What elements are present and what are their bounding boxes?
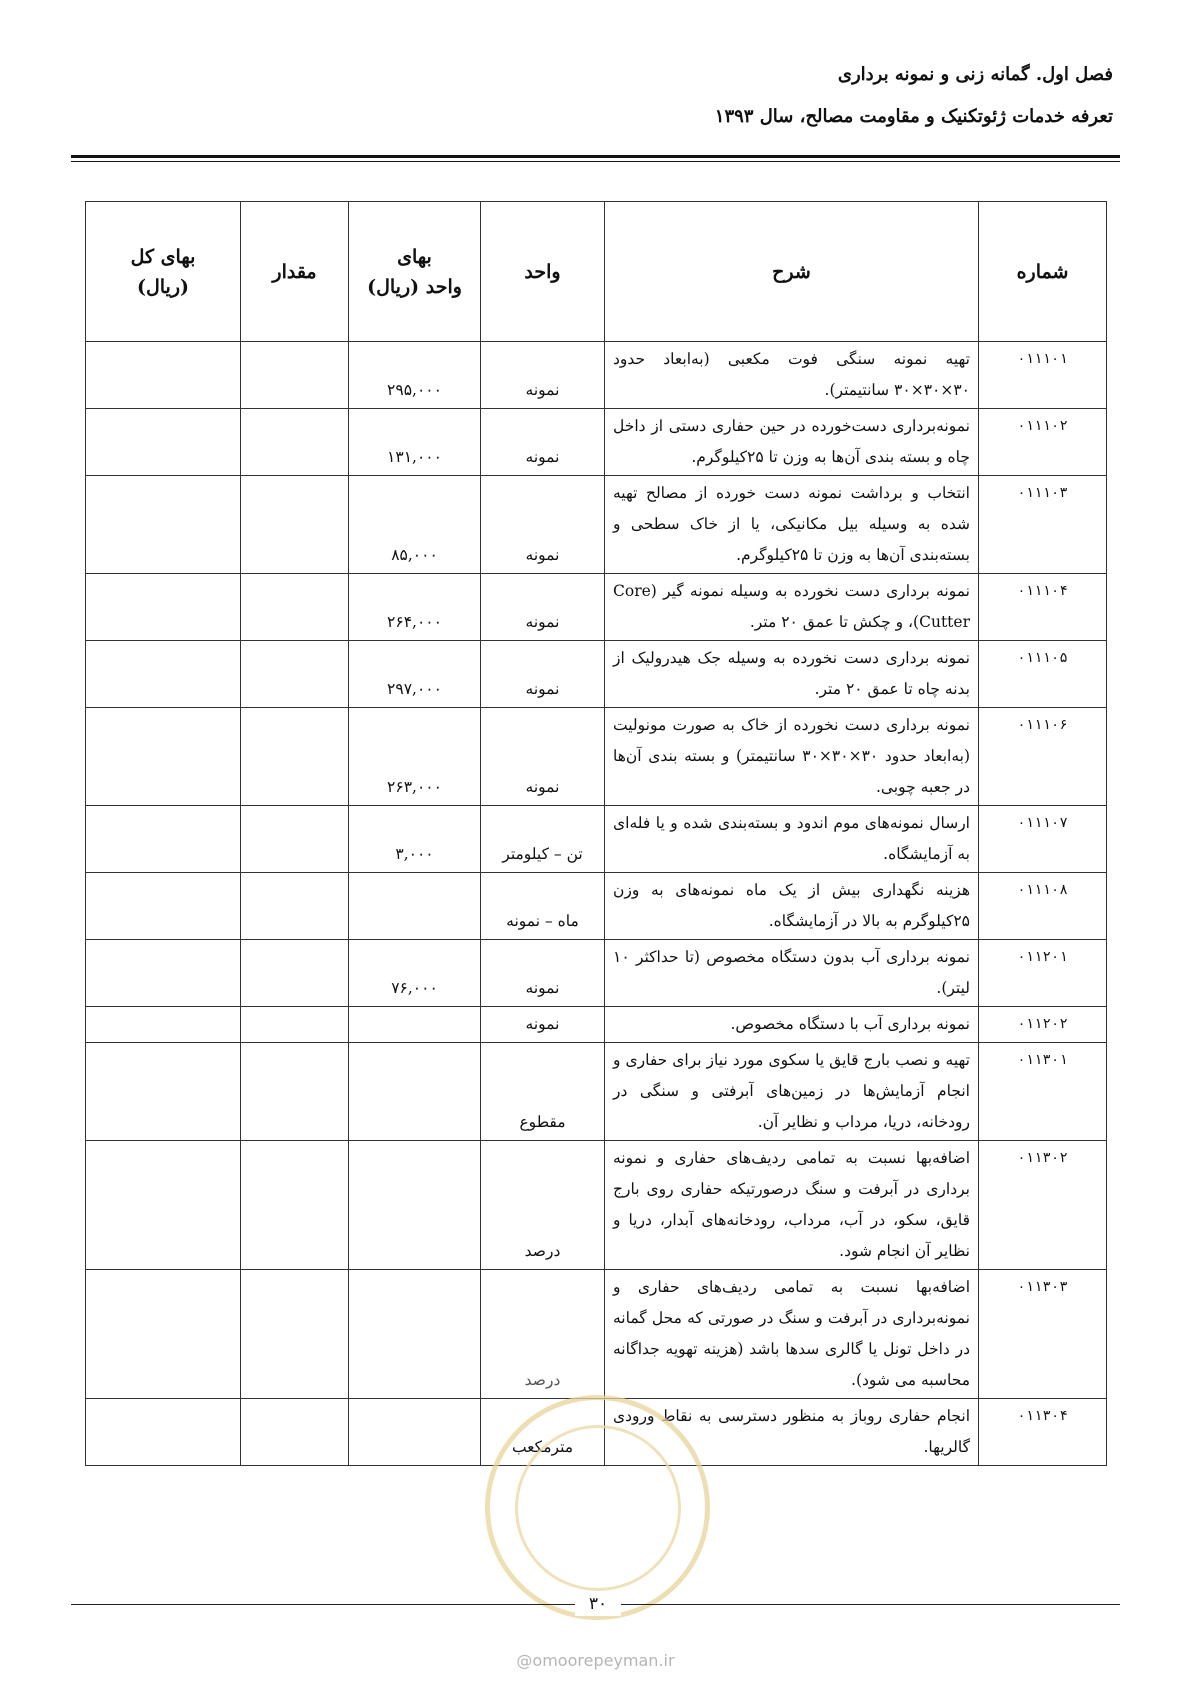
row-quantity: [241, 409, 349, 476]
watermark-seal-icon: [485, 1395, 710, 1620]
row-unit: مترمکعب: [481, 1399, 605, 1466]
row-unit-price: [349, 873, 481, 940]
row-unit: نمونه: [481, 409, 605, 476]
row-quantity: [241, 940, 349, 1007]
row-description: تهیه و نصب بارج قایق یا سکوی مورد نیاز برای حفاری و انجام آزمایش‌ها در زمین‌های آبرفتی و سنگی در رودخانه، دریا، مرداب و نظایر آن.: [605, 1043, 979, 1141]
row-description: اضافه‌بها نسبت به تمامی ردیف‌های حفاری و نمونه برداری در آبرفت و سنگ درصورتیکه حفاری روی بارج قایق، سکو، در آب، مرداب، رودخانه‌های آبدار، دریا و نظایر آن انجام شود.: [605, 1141, 979, 1270]
row-code: ۰۱۱۳۰۱: [979, 1043, 1107, 1141]
row-unit-price: [349, 1141, 481, 1270]
row-unit: نمونه: [481, 641, 605, 708]
header-unit: واحد: [481, 202, 605, 342]
row-quantity: [241, 342, 349, 409]
table-row: [86, 873, 1107, 940]
row-total: [86, 342, 241, 409]
row-code: ۰۱۱۳۰۲: [979, 1141, 1107, 1270]
row-code: ۰۱۱۳۰۴: [979, 1399, 1107, 1466]
row-description: اضافه‌بها نسبت به تمامی ردیف‌های حفاری و نمونه‌برداری در آبرفت و سنگ در صورتی که محل گمانه در داخل تونل یا گالری سدها باشد (هزینه تهویه جداگانه محاسبه می شود).: [605, 1270, 979, 1399]
document-title: تعرفه خدمات ژئوتکنیک و مقاومت مصالح، سال ۱۳۹۳: [714, 106, 1113, 127]
table-row: [86, 1141, 1107, 1270]
row-unit-price: ۲۹۷,۰۰۰: [349, 641, 481, 708]
row-unit-price: [349, 1270, 481, 1399]
row-quantity: [241, 1043, 349, 1141]
row-unit-price: ۲۶۴,۰۰۰: [349, 574, 481, 641]
row-code: ۰۱۱۳۰۳: [979, 1270, 1107, 1399]
row-unit: نمونه: [481, 342, 605, 409]
row-total: [86, 940, 241, 1007]
row-unit-price: [349, 1399, 481, 1466]
row-description: انتخاب و برداشت نمونه دست خورده از مصالح تهیه شده به وسیله بیل مکانیکی، یا از خاک سطحی و بسته‌بندی آن‌ها به وزن تا ۲۵کیلوگرم.: [605, 476, 979, 574]
row-quantity: [241, 1007, 349, 1043]
row-total: [86, 1043, 241, 1141]
row-description: نمونه برداری دست نخورده از خاک به صورت مونولیت (به‌ابعاد حدود ۳۰×۳۰×۳۰ سانتیمتر) و بسته بندی آن‌ها در جعبه چوبی.: [605, 708, 979, 806]
row-total: [86, 1007, 241, 1043]
row-code: ۰۱۱۱۰۷: [979, 806, 1107, 873]
row-unit-price: ۸۵,۰۰۰: [349, 476, 481, 574]
row-description: انجام حفاری روباز به منظور دسترسی به نقاط ورودی گالریها.: [605, 1399, 979, 1466]
row-code: ۰۱۱۱۰۵: [979, 641, 1107, 708]
table-header-row: [86, 202, 1107, 342]
row-unit: تن – کیلومتر: [481, 806, 605, 873]
row-unit: درصد: [481, 1141, 605, 1270]
table-row: [86, 409, 1107, 476]
row-total: [86, 1399, 241, 1466]
header-unit-price-line1: بهای: [397, 245, 432, 268]
row-total: [86, 873, 241, 940]
row-description: نمونه‌برداری دست‌خورده در حین حفاری دستی از داخل چاه و بسته بندی آن‌ها به وزن تا ۲۵کیلوگرم.: [605, 409, 979, 476]
row-description: تهیه نمونه سنگی فوت مکعبی (به‌ابعاد حدود ۳۰×۳۰×۳۰ سانتیمتر).: [605, 342, 979, 409]
row-total: [86, 1141, 241, 1270]
table-row: [86, 342, 1107, 409]
row-description: ارسال نمونه‌های موم اندود و بسته‌بندی شده و یا فله‌ای به آزمایشگاه.: [605, 806, 979, 873]
row-unit-price: [349, 1043, 481, 1141]
row-quantity: [241, 1270, 349, 1399]
row-code: ۰۱۱۲۰۲: [979, 1007, 1107, 1043]
table-row: [86, 708, 1107, 806]
row-total: [86, 409, 241, 476]
table-row: [86, 476, 1107, 574]
row-unit-price: [349, 1007, 481, 1043]
row-unit-price: ۳,۰۰۰: [349, 806, 481, 873]
header-code: شماره: [979, 202, 1107, 342]
row-total: [86, 1270, 241, 1399]
row-code: ۰۱۱۱۰۲: [979, 409, 1107, 476]
row-unit: درصد: [481, 1270, 605, 1399]
row-unit: ماه – نمونه: [481, 873, 605, 940]
row-code: ۰۱۱۲۰۱: [979, 940, 1107, 1007]
header-quantity: مقدار: [241, 202, 349, 342]
row-total: [86, 574, 241, 641]
row-code: ۰۱۱۱۰۳: [979, 476, 1107, 574]
table-row: [86, 1043, 1107, 1141]
header-description: شرح: [605, 202, 979, 342]
row-unit: نمونه: [481, 476, 605, 574]
table-row: [86, 641, 1107, 708]
header-total-line1: بهای کل: [130, 245, 196, 268]
seal-inner-ring: [515, 1425, 681, 1591]
page-header: [715, 62, 1113, 130]
row-total: [86, 476, 241, 574]
row-code: ۰۱۱۱۰۸: [979, 873, 1107, 940]
row-unit-price: ۲۶۳,۰۰۰: [349, 708, 481, 806]
chapter-title: فصل اول. گمانه زنی و نمونه برداری: [837, 64, 1113, 85]
row-unit: نمونه: [481, 940, 605, 1007]
table-row: [86, 940, 1107, 1007]
header-total-line2: (ریال): [136, 275, 190, 298]
row-unit-price: ۱۳۱,۰۰۰: [349, 409, 481, 476]
row-quantity: [241, 1141, 349, 1270]
row-code: ۰۱۱۱۰۶: [979, 708, 1107, 806]
row-unit-price: ۲۹۵,۰۰۰: [349, 342, 481, 409]
row-total: [86, 708, 241, 806]
header-unit-price-line2: واحد (ریال): [367, 275, 462, 298]
row-unit-price: ۷۶,۰۰۰: [349, 940, 481, 1007]
row-total: [86, 641, 241, 708]
row-description: نمونه برداری دست نخورده به وسیله نمونه گیر (Core Cutter)، و چکش تا عمق ۲۰ متر.: [605, 574, 979, 641]
header-rule-thick: [71, 155, 1120, 158]
row-description: نمونه برداری آب بدون دستگاه مخصوص (تا حداکثر ۱۰ لیتر).: [605, 940, 979, 1007]
row-quantity: [241, 574, 349, 641]
row-quantity: [241, 1399, 349, 1466]
row-description: هزینه نگهداری بیش از یک ماه نمونه‌های به وزن ۲۵کیلوگرم به بالا در آزمایشگاه.: [605, 873, 979, 940]
page-number: ۳۰: [575, 1592, 621, 1616]
row-unit: نمونه: [481, 708, 605, 806]
table-row: [86, 1270, 1107, 1399]
header-unit-price: [349, 202, 481, 342]
row-code: ۰۱۱۱۰۱: [979, 342, 1107, 409]
table-row: [86, 806, 1107, 873]
row-quantity: [241, 641, 349, 708]
row-description: نمونه برداری دست نخورده به وسیله جک هیدرولیک از بدنه چاه تا عمق ۲۰ متر.: [605, 641, 979, 708]
table-row: [86, 574, 1107, 641]
tariff-table: [85, 201, 1107, 1466]
row-description: نمونه برداری آب با دستگاه مخصوص.: [605, 1007, 979, 1043]
header-total: [86, 202, 241, 342]
site-watermark: @omoorepeyman.ir: [516, 1651, 675, 1670]
row-unit: نمونه: [481, 1007, 605, 1043]
header-rule-thin: [71, 161, 1120, 162]
row-quantity: [241, 476, 349, 574]
row-quantity: [241, 806, 349, 873]
row-unit: مقطوع: [481, 1043, 605, 1141]
row-quantity: [241, 873, 349, 940]
row-code: ۰۱۱۱۰۴: [979, 574, 1107, 641]
row-total: [86, 806, 241, 873]
table-row: [86, 1007, 1107, 1043]
row-quantity: [241, 708, 349, 806]
row-unit: نمونه: [481, 574, 605, 641]
